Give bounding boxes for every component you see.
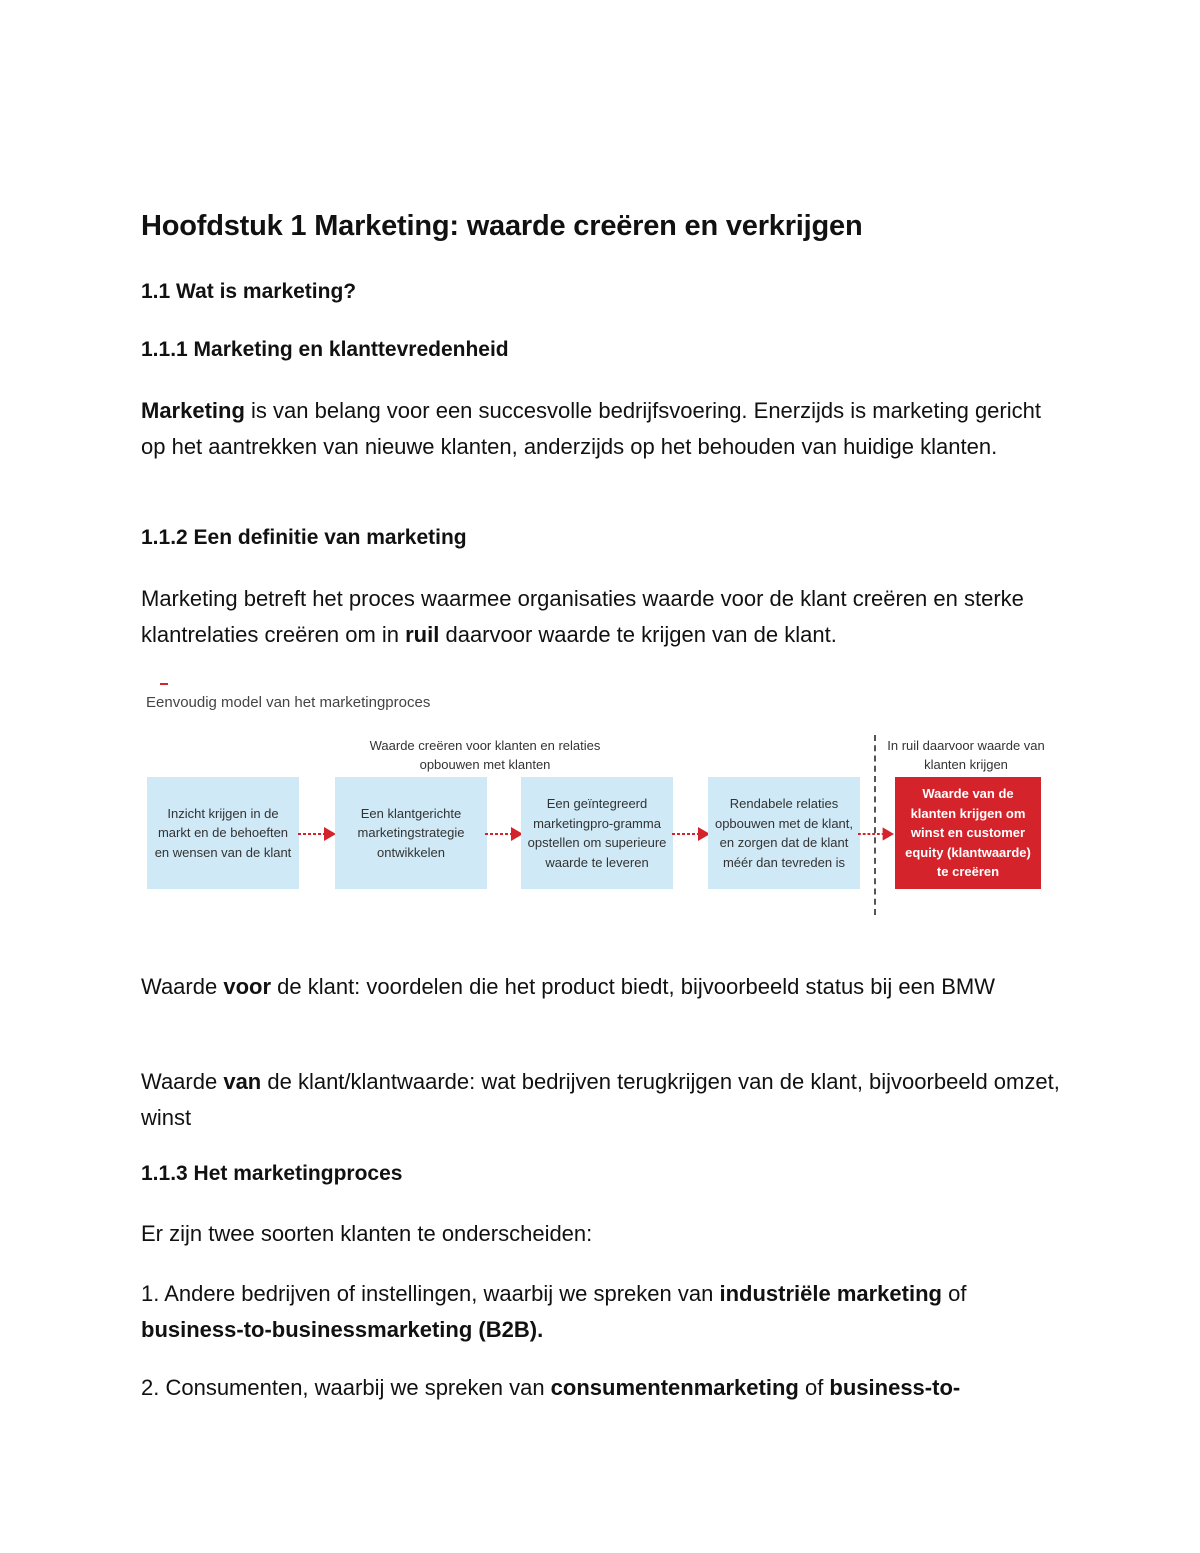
paragraph-text: Marketing betreft het proces waarmee organisaties waarde voor de klant creëren en sterke klantrelaties creëren om in [141, 586, 1024, 647]
arrow-right-icon [672, 827, 710, 841]
paragraph-text: daarvoor waarde te krijgen van de klant. [439, 622, 837, 647]
process-step-4: Rendabele relaties opbouwen met de klant, en zorgen dat de klant méér dan tevreden is [708, 777, 860, 889]
paragraph-soorten-klanten: Er zijn twee soorten klanten te onderscheiden: [141, 1221, 593, 1246]
accent-mark [160, 683, 168, 685]
process-step-2: Een klantgerichte marketingstrategie ontwikkelen [335, 777, 487, 889]
bold-term: ruil [405, 622, 440, 647]
paragraph-text: is van belang voor een succesvolle bedrijfsvoering. Enerzijds is marketing gericht op het aantrekken van nieuwe klanten, anderzijds op het behouden van huidige klanten. [141, 398, 1041, 459]
process-step-1: Inzicht krijgen in de markt en de behoeften en wensen van de klant [147, 777, 299, 889]
paragraph-text: of [798, 1375, 830, 1400]
dashed-divider [874, 735, 876, 915]
process-step-3: Een geïntegreerd marketingpro-gramma opstellen om superieure waarde te leveren [521, 777, 673, 889]
bold-term: business-to-businessmarketing (B2B). [141, 1317, 544, 1342]
list-item-b2b [141, 1276, 1071, 1348]
paragraph-text: Waarde [141, 974, 224, 999]
section-heading-1-1-2: 1.1.2 Een definitie van marketing [141, 526, 467, 549]
paragraph-text: de klant/klantwaarde: wat bedrijven terugkrijgen van de klant, bijvoorbeeld omzet, winst [141, 1069, 1060, 1130]
bold-term: Marketing [141, 398, 245, 423]
paragraph-waarde-voor [141, 969, 1071, 1005]
bold-term: business-to- [829, 1375, 961, 1400]
process-step-5: Waarde van de klanten krijgen om winst en customer equity (klantwaarde) te creëren [895, 777, 1041, 889]
paragraph-marketing-belang [141, 393, 1071, 465]
bold-term: van [223, 1069, 262, 1094]
arrow-right-icon [298, 827, 336, 841]
arrow-right-icon [485, 827, 523, 841]
paragraph-text: of [941, 1281, 967, 1306]
group-label-ruil: In ruil daarvoor waarde van klanten krijgen [887, 738, 1045, 772]
page-title: Hoofdstuk 1 Marketing: waarde creëren en verkrijgen [141, 210, 863, 242]
section-heading-1-1-3: 1.1.3 Het marketingproces [141, 1162, 403, 1185]
section-heading-1-1: 1.1 Wat is marketing? [141, 280, 357, 303]
bold-term: industriële marketing [719, 1281, 942, 1306]
paragraph-text: Waarde [141, 1069, 224, 1094]
paragraph-text: de klant: voordelen die het product biedt, bijvoorbeeld status bij een BMW [271, 974, 995, 999]
section-heading-1-1-1: 1.1.1 Marketing en klanttevredenheid [141, 338, 509, 361]
diagram-title: Eenvoudig model van het marketingproces [146, 694, 431, 711]
bold-term: consumentenmarketing [550, 1375, 799, 1400]
paragraph-definitie [141, 581, 1071, 653]
paragraph-waarde-van [141, 1064, 1071, 1136]
arrow-right-icon [858, 827, 894, 841]
paragraph-text: 1. Andere bedrijven of instellingen, waarbij we spreken van [141, 1281, 720, 1306]
paragraph-text: 2. Consumenten, waarbij we spreken van [141, 1375, 551, 1400]
group-label-creeren: Waarde creëren voor klanten en relaties opbouwen met klanten [369, 738, 601, 772]
marketingproces-diagram [140, 683, 1060, 923]
list-item-b2c [141, 1370, 1071, 1406]
bold-term: voor [223, 974, 272, 999]
